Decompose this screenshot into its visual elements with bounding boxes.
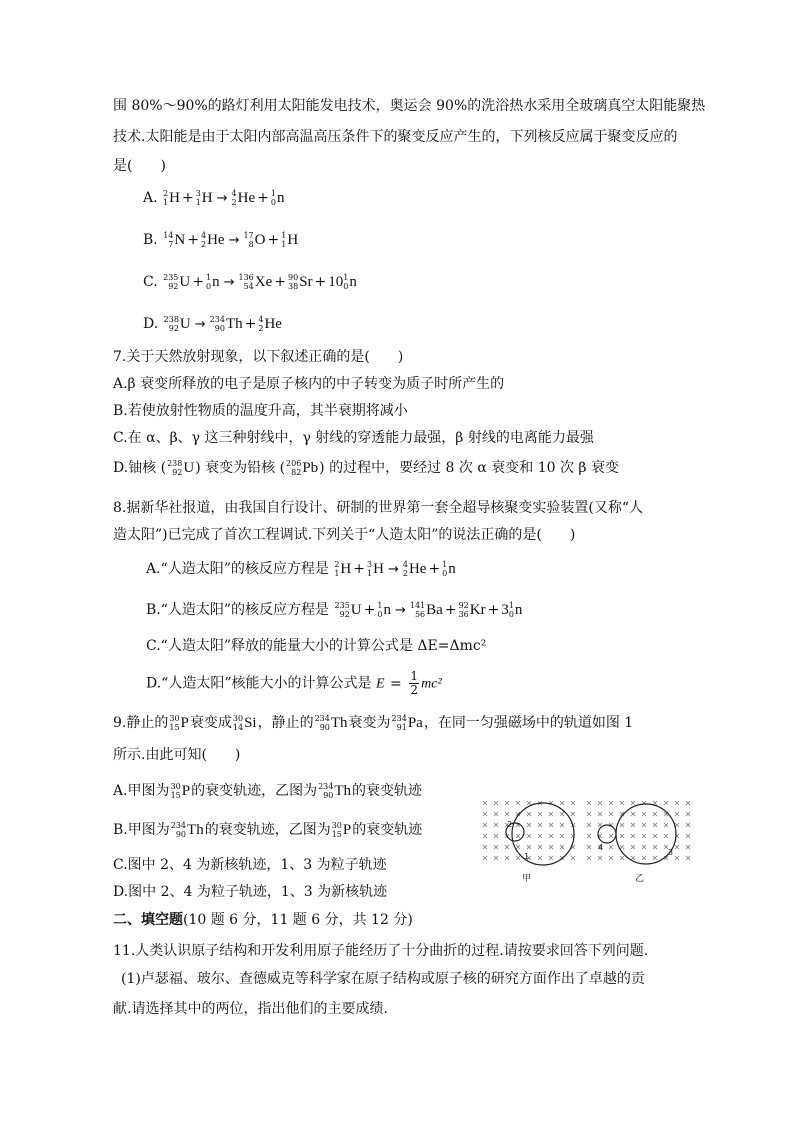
element-symbol: He — [207, 232, 225, 248]
field-cross-mark — [527, 834, 531, 838]
mass-number: 1 — [442, 560, 448, 569]
q9-text: ，在同一匀强磁场中的轨道如图 1 — [423, 715, 634, 731]
element-symbol: U — [179, 316, 191, 332]
atomic-number: 0 — [343, 282, 349, 291]
field-crosses — [483, 801, 690, 860]
element-symbol: Ba — [426, 602, 443, 618]
field-cross-mark — [483, 801, 487, 805]
mass-number: 234 — [391, 714, 407, 723]
atomic-number: 56 — [414, 610, 426, 619]
field-cross-mark — [494, 823, 498, 827]
atomic-number: 1 — [163, 198, 169, 207]
field-cross-mark — [571, 856, 575, 860]
atomic-number: 0 — [508, 610, 514, 619]
q7-d-text: ) 的过程中，要经过 8 次 α 衰变和 10 次 β 衰变 — [319, 460, 619, 476]
figure-label-yi: 乙 — [635, 874, 645, 884]
q6-option-c: C. 235 92 U + 1 0 n → 136 54 Xe + 90 38 Sr + 10 1 0 n — [143, 273, 357, 291]
trajectory-label-3: 3 — [668, 848, 674, 857]
mass-number: 234 — [170, 821, 187, 830]
mass-number: 1 — [377, 601, 383, 610]
element-symbol: He — [408, 561, 427, 577]
element-symbol: n — [448, 561, 456, 577]
field-cross-mark — [675, 801, 679, 805]
q9-text: 衰变成 — [189, 715, 232, 731]
q6-option-d: D. 238 92 U → 234 90 Th + 4 2 He — [143, 315, 282, 333]
field-cross-mark — [538, 856, 542, 860]
element-symbol: n — [349, 274, 357, 290]
element-symbol: Th — [225, 316, 243, 332]
atomic-number: 90 — [323, 791, 334, 800]
field-cross-mark — [675, 812, 679, 816]
mass-number: 141 — [409, 601, 426, 610]
field-cross-mark — [516, 834, 520, 838]
q9-text: 的衰变轨迹 — [352, 822, 423, 838]
formula-lhs: E — [375, 676, 385, 692]
element-symbol: H — [201, 190, 213, 206]
q8-stem-1: 8.据新华社报道，由我国自行设计、研制的世界第一套全超导核聚变实验装置(又称“人 — [113, 500, 643, 516]
field-cross-mark — [587, 812, 591, 816]
atomic-number: 2 — [231, 198, 237, 207]
field-cross-mark — [664, 823, 668, 827]
mass-number: 238 — [167, 459, 183, 468]
element-symbol: n — [276, 190, 285, 206]
field-cross-mark — [631, 823, 635, 827]
atomic-number: 1 — [281, 240, 287, 249]
mass-number: 234 — [318, 782, 334, 791]
field-cross-mark — [653, 845, 657, 849]
nuclide-p30 — [171, 781, 191, 801]
nuclide-o17 — [243, 230, 265, 250]
q9-option-c: C.图中 2、4 为新核轨迹，1、3 为粒子轨迹 — [113, 857, 387, 873]
field-cross-mark — [631, 801, 635, 805]
field-cross-mark — [538, 834, 542, 838]
field-cross-mark — [560, 834, 564, 838]
q7-option-c: C.在 α、β、γ 这三种射线中，γ 射线的穿透能力最强，β 射线的电离能力最强 — [113, 430, 594, 446]
mass-number: 1 — [343, 273, 349, 282]
q9-stem-1 — [113, 713, 633, 733]
nuclide-h1 — [281, 230, 298, 250]
nuclide-xe136 — [238, 272, 272, 292]
field-cross-mark — [653, 812, 657, 816]
field-cross-mark — [549, 845, 553, 849]
field-cross-mark — [505, 856, 509, 860]
mass-number: 30 — [169, 714, 180, 723]
intro-line-3: 是( ) — [113, 158, 166, 174]
nuclide-u238 — [167, 458, 194, 478]
field-cross-mark — [494, 834, 498, 838]
mass-number: 4 — [258, 315, 264, 324]
field-cross-mark — [483, 823, 487, 827]
atomic-number: 2 — [258, 324, 264, 333]
mass-number: 1 — [205, 273, 212, 282]
field-cross-mark — [516, 845, 520, 849]
intro-line-1: 围 80%～90%的路灯利用太阳能发电技术，奥运会 90%的洗浴热水采用全玻璃真空太阳能聚热 — [113, 98, 706, 114]
q9-text: A.甲图为 — [113, 783, 170, 799]
q7-option-b: B.若使放射性物质的温度升高，其半衰期将减小 — [113, 403, 408, 419]
q6-option-a: A. 2 1 H + 3 1 H → 4 2 He + 1 0 n — [143, 189, 285, 207]
field-cross-mark — [483, 834, 487, 838]
fraction-half — [409, 670, 419, 697]
atomic-number: 38 — [288, 282, 299, 291]
field-cross-mark — [505, 812, 509, 816]
nuclide-n — [206, 272, 220, 292]
nuclide-th234 — [315, 713, 348, 733]
field-cross-mark — [620, 856, 624, 860]
element-symbol: P — [180, 715, 189, 731]
element-symbol: He — [264, 316, 282, 332]
q8-option-c: C.“人造太阳”释放的能量大小的计算公式是 ΔE=Δmc² — [146, 638, 487, 654]
field-cross-mark — [620, 823, 624, 827]
atomic-number: 0 — [270, 198, 276, 207]
mass-number: 235 — [334, 601, 350, 610]
element-symbol: H — [340, 561, 352, 577]
nuclide-he4 — [403, 559, 427, 579]
nuclide-n — [442, 559, 456, 579]
atomic-number: 92 — [339, 610, 350, 619]
mass-number: 4 — [402, 560, 408, 569]
field-cross-mark — [642, 834, 646, 838]
field-cross-mark — [549, 856, 553, 860]
atomic-number: 92 — [168, 324, 179, 333]
element-symbol: Si — [244, 715, 257, 731]
atomic-number: 15 — [169, 723, 180, 732]
element-symbol: Pa — [407, 715, 423, 731]
nuclide-th234 — [171, 820, 204, 840]
field-cross-mark — [527, 845, 531, 849]
element-symbol: Th — [330, 715, 348, 731]
element-symbol: H — [373, 561, 384, 577]
field-cross-mark — [483, 856, 487, 860]
atomic-number: 91 — [396, 723, 407, 732]
mass-number: 3 — [367, 560, 373, 569]
nuclide-u238 — [164, 314, 191, 334]
field-cross-mark — [609, 845, 613, 849]
mass-number: 238 — [163, 315, 179, 324]
element-symbol: Th — [334, 783, 352, 799]
field-cross-mark — [686, 801, 690, 805]
field-cross-mark — [598, 856, 602, 860]
field-cross-mark — [609, 801, 613, 805]
atomic-number: 90 — [214, 324, 225, 333]
field-cross-mark — [587, 834, 591, 838]
field-cross-mark — [686, 834, 690, 838]
atomic-number: 92 — [168, 282, 179, 291]
nuclide-n14 — [163, 230, 185, 250]
q8-a-text: A.“人造太阳”的核反应方程是 — [146, 561, 329, 577]
field-cross-mark — [642, 856, 646, 860]
element-symbol: P — [342, 822, 352, 838]
q9-option-d: D.图中 2、4 为粒子轨迹，1、3 为新核轨迹 — [113, 884, 388, 900]
element-symbol: Pb — [302, 460, 319, 476]
element-symbol: U — [183, 460, 195, 476]
element-symbol: Sr — [299, 274, 313, 290]
field-cross-mark — [631, 834, 635, 838]
field-cross-mark — [527, 823, 531, 827]
nuclide-p30 — [332, 820, 352, 840]
mass-number: 90 — [288, 273, 299, 282]
field-cross-mark — [642, 845, 646, 849]
atomic-number: 2 — [402, 569, 408, 578]
option-label: B. — [143, 232, 158, 248]
field-cross-mark — [675, 845, 679, 849]
element-symbol: H — [169, 190, 180, 206]
nuclide-pb206 — [286, 458, 318, 478]
field-cross-mark — [505, 845, 509, 849]
field-cross-mark — [560, 801, 564, 805]
field-cross-mark — [664, 801, 668, 805]
atomic-number: 15 — [170, 791, 181, 800]
mass-number: 1 — [281, 231, 287, 240]
field-cross-mark — [549, 812, 553, 816]
q7-d-text: D.铀核 ( — [113, 460, 167, 476]
atomic-number: 92 — [172, 468, 183, 477]
mass-number: 30 — [232, 714, 244, 723]
trajectory-label-1: 1 — [524, 852, 530, 861]
q9-text: 的衰变轨迹，乙图为 — [191, 783, 318, 799]
nuclide-sr90 — [288, 272, 313, 292]
nuclide-n — [271, 188, 285, 208]
q9-text: 的衰变轨迹 — [352, 783, 423, 799]
section-2-header — [113, 910, 413, 930]
nuclide-coefficient: 10 — [328, 274, 344, 290]
field-cross-mark — [686, 812, 690, 816]
nuclide-p30 — [169, 713, 189, 733]
fraction-numerator: 1 — [410, 669, 418, 683]
nuclide-th234 — [210, 314, 243, 334]
nuclide-coefficient: 3 — [501, 602, 509, 618]
field-cross-mark — [620, 834, 624, 838]
mass-number: 235 — [163, 273, 179, 282]
field-cross-mark — [560, 823, 564, 827]
mass-number: 17 — [243, 231, 254, 240]
element-symbol: P — [181, 783, 191, 799]
element-symbol: Th — [187, 822, 204, 838]
q9-text: 衰变为 — [348, 715, 391, 731]
field-cross-mark — [587, 801, 591, 805]
nuclide-h2 — [163, 188, 180, 208]
nuclide-si30 — [233, 713, 257, 733]
field-cross-mark — [538, 823, 542, 827]
atomic-number: 0 — [205, 282, 212, 291]
field-cross-mark — [516, 856, 520, 860]
mass-number: 206 — [286, 459, 302, 468]
q11-sub1-line-2: 献.请选择其中的两位，指出他们的主要成绩. — [113, 1001, 388, 1017]
figure-label-jia: 甲 — [522, 874, 532, 884]
field-cross-mark — [631, 812, 635, 816]
field-cross-mark — [653, 834, 657, 838]
q9-text: ，静止的 — [257, 715, 314, 731]
mass-number: 4 — [200, 231, 207, 240]
atomic-number: 0 — [442, 569, 448, 578]
atomic-number: 90 — [175, 830, 187, 839]
element-symbol: N — [174, 232, 186, 248]
field-cross-mark — [686, 856, 690, 860]
element-symbol: Xe — [254, 274, 273, 290]
atomic-number: 54 — [243, 282, 254, 291]
q9-text: 9.静止的 — [113, 715, 169, 731]
field-cross-mark — [609, 812, 613, 816]
mass-number: 2 — [334, 560, 340, 569]
nuclide-n — [377, 600, 391, 620]
mass-number: 2 — [163, 189, 169, 198]
field-cross-mark — [686, 823, 690, 827]
field-cross-mark — [609, 834, 613, 838]
element-symbol: H — [287, 232, 299, 248]
field-cross-mark — [587, 845, 591, 849]
atomic-number: 8 — [248, 240, 254, 249]
field-cross-mark — [494, 856, 498, 860]
atomic-number: 1 — [195, 198, 201, 207]
field-cross-mark — [527, 801, 531, 805]
mass-number: 30 — [331, 821, 342, 830]
element-symbol: n — [212, 274, 220, 290]
nuclide-u235 — [335, 600, 362, 620]
atomic-number: 82 — [291, 468, 302, 477]
nuclide-h2 — [334, 559, 351, 579]
mass-number: 234 — [209, 315, 225, 324]
q8-stem-2: 造太阳”)已完成了首次工程调试.下列关于“人造太阳”的说法正确的是( ) — [113, 527, 576, 543]
intro-line-2: 技术.太阳能是由于太阳内部高温高压条件下的聚变反应产生的，下列核反应属于聚变反应的 — [113, 129, 678, 145]
field-cross-mark — [483, 812, 487, 816]
field-cross-mark — [538, 845, 542, 849]
mass-number: 30 — [170, 782, 181, 791]
q9-option-a — [113, 781, 422, 801]
field-cross-mark — [598, 812, 602, 816]
mass-number: 234 — [314, 714, 330, 723]
q9-option-b — [113, 820, 422, 840]
nuclide-kr92 — [459, 600, 486, 620]
mass-number: 3 — [195, 189, 201, 198]
field-cross-mark — [664, 834, 668, 838]
atomic-number: 1 — [334, 569, 340, 578]
field-cross-mark — [642, 812, 646, 816]
q11-sub1-line-1: (1)卢瑟福、玻尔、查德威克等科学家在原子结构或原子核的研究方面作出了卓越的贡 — [121, 971, 645, 987]
trajectory-circle-1 — [512, 803, 574, 865]
nuclide-u235 — [163, 272, 190, 292]
q8-option-a: A.“人造太阳”的核反应方程是 2 1 H + 3 1 H → 4 2 He + 1 0 n — [146, 560, 456, 578]
element-symbol: Kr — [469, 602, 486, 618]
option-label: D. — [143, 316, 159, 332]
field-cross-mark — [609, 856, 613, 860]
element-symbol: n — [383, 602, 391, 618]
field-cross-mark — [631, 856, 635, 860]
element-symbol: n — [514, 602, 523, 618]
field-cross-mark — [653, 823, 657, 827]
field-cross-mark — [560, 812, 564, 816]
trajectory-label-4: 4 — [598, 843, 604, 852]
field-cross-mark — [483, 845, 487, 849]
atomic-number: 14 — [232, 723, 244, 732]
field-cross-mark — [642, 823, 646, 827]
atomic-number: 0 — [377, 610, 383, 619]
field-cross-mark — [560, 845, 564, 849]
q8-option-b: B.“人造太阳”的核反应方程是 235 92 U + 1 0 n → 141 56 Ba + 92 36 Kr + 3 1 0 n — [146, 601, 523, 619]
element-symbol: U — [179, 274, 191, 290]
field-cross-mark — [549, 823, 553, 827]
field-cross-mark — [653, 856, 657, 860]
mass-number: 136 — [238, 273, 254, 282]
field-cross-mark — [620, 801, 624, 805]
nuclide-he4 — [232, 188, 256, 208]
atomic-number: 36 — [458, 610, 469, 619]
formula-rhs: mc² — [421, 676, 442, 692]
option-label: A. — [143, 190, 158, 206]
field-cross-mark — [494, 845, 498, 849]
nuclide-pa234 — [392, 713, 423, 733]
nuclide-3n — [501, 600, 522, 620]
mass-number: 4 — [231, 189, 237, 198]
field-cross-mark — [620, 845, 624, 849]
nuclide-th234 — [318, 781, 351, 801]
nuclide-ba141 — [410, 600, 443, 620]
nuclide-he4 — [258, 314, 282, 334]
field-cross-mark — [675, 856, 679, 860]
atomic-number: 7 — [168, 240, 174, 249]
element-symbol: He — [237, 190, 256, 206]
section-heading: 二、填空题 — [113, 912, 183, 928]
fraction-denominator: 2 — [410, 683, 418, 697]
field-cross-mark — [571, 812, 575, 816]
field-cross-mark — [686, 845, 690, 849]
atomic-number: 2 — [200, 240, 207, 249]
atomic-number: 1 — [367, 569, 373, 578]
magnetic-field-trajectory-figure — [480, 797, 690, 887]
section-note: (10 题 6 分，11 题 6 分，共 12 分) — [183, 912, 413, 928]
element-symbol: U — [350, 602, 362, 618]
nuclide-he4 — [201, 230, 225, 250]
nuclide-10n — [328, 272, 357, 292]
field-cross-mark — [598, 801, 602, 805]
q9-text: 的衰变轨迹，乙图为 — [204, 822, 331, 838]
field-cross-mark — [505, 801, 509, 805]
q8-b-text: B.“人造太阳”的核反应方程是 — [146, 602, 330, 618]
element-symbol: O — [254, 232, 266, 248]
q9-text: B.甲图为 — [113, 822, 170, 838]
q9-stem-2: 所示.由此可知( ) — [113, 747, 241, 763]
q11-stem: 11.人类认识原子结构和开发利用原子能经历了十分曲折的过程.请按要求回答下列问题. — [113, 943, 649, 959]
mass-number: 92 — [458, 601, 469, 610]
field-cross-mark — [587, 823, 591, 827]
nuclide-h3 — [196, 188, 213, 208]
field-cross-mark — [549, 834, 553, 838]
atomic-number: 15 — [331, 830, 342, 839]
field-cross-mark — [587, 856, 591, 860]
field-cross-mark — [516, 801, 520, 805]
trajectory-circle-4 — [598, 825, 616, 843]
field-cross-mark — [571, 801, 575, 805]
atomic-number: 90 — [319, 723, 330, 732]
mass-number: 1 — [508, 601, 514, 610]
q6-option-b: B. 14 7 N + 4 2 He → 17 8 O + 1 1 H — [143, 231, 299, 249]
mass-number: 1 — [270, 189, 276, 198]
q7-d-text: ) 衰变为铅核 ( — [195, 460, 286, 476]
field-cross-mark — [494, 801, 498, 805]
field-cross-mark — [631, 845, 635, 849]
q7-option-d — [113, 458, 619, 478]
q7-stem: 7.关于天然放射现象，以下叙述正确的是( ) — [113, 349, 404, 365]
mass-number: 14 — [163, 231, 174, 240]
trajectory-label-2: 2 — [507, 820, 513, 829]
field-cross-mark — [527, 812, 531, 816]
field-cross-mark — [494, 812, 498, 816]
option-label: C. — [143, 274, 158, 290]
nuclide-h3 — [367, 559, 384, 579]
q8-d-text: D.“人造太阳”核能大小的计算公式是 — [146, 675, 372, 692]
q7-option-a: A.β 衰变所释放的电子是原子核内的中子转变为质子时所产生的 — [113, 376, 505, 392]
field-cross-mark — [538, 812, 542, 816]
q8-option-d: D.“人造太阳”核能大小的计算公式是 E = $\frac{1}{2}$ mc² — [146, 669, 442, 697]
